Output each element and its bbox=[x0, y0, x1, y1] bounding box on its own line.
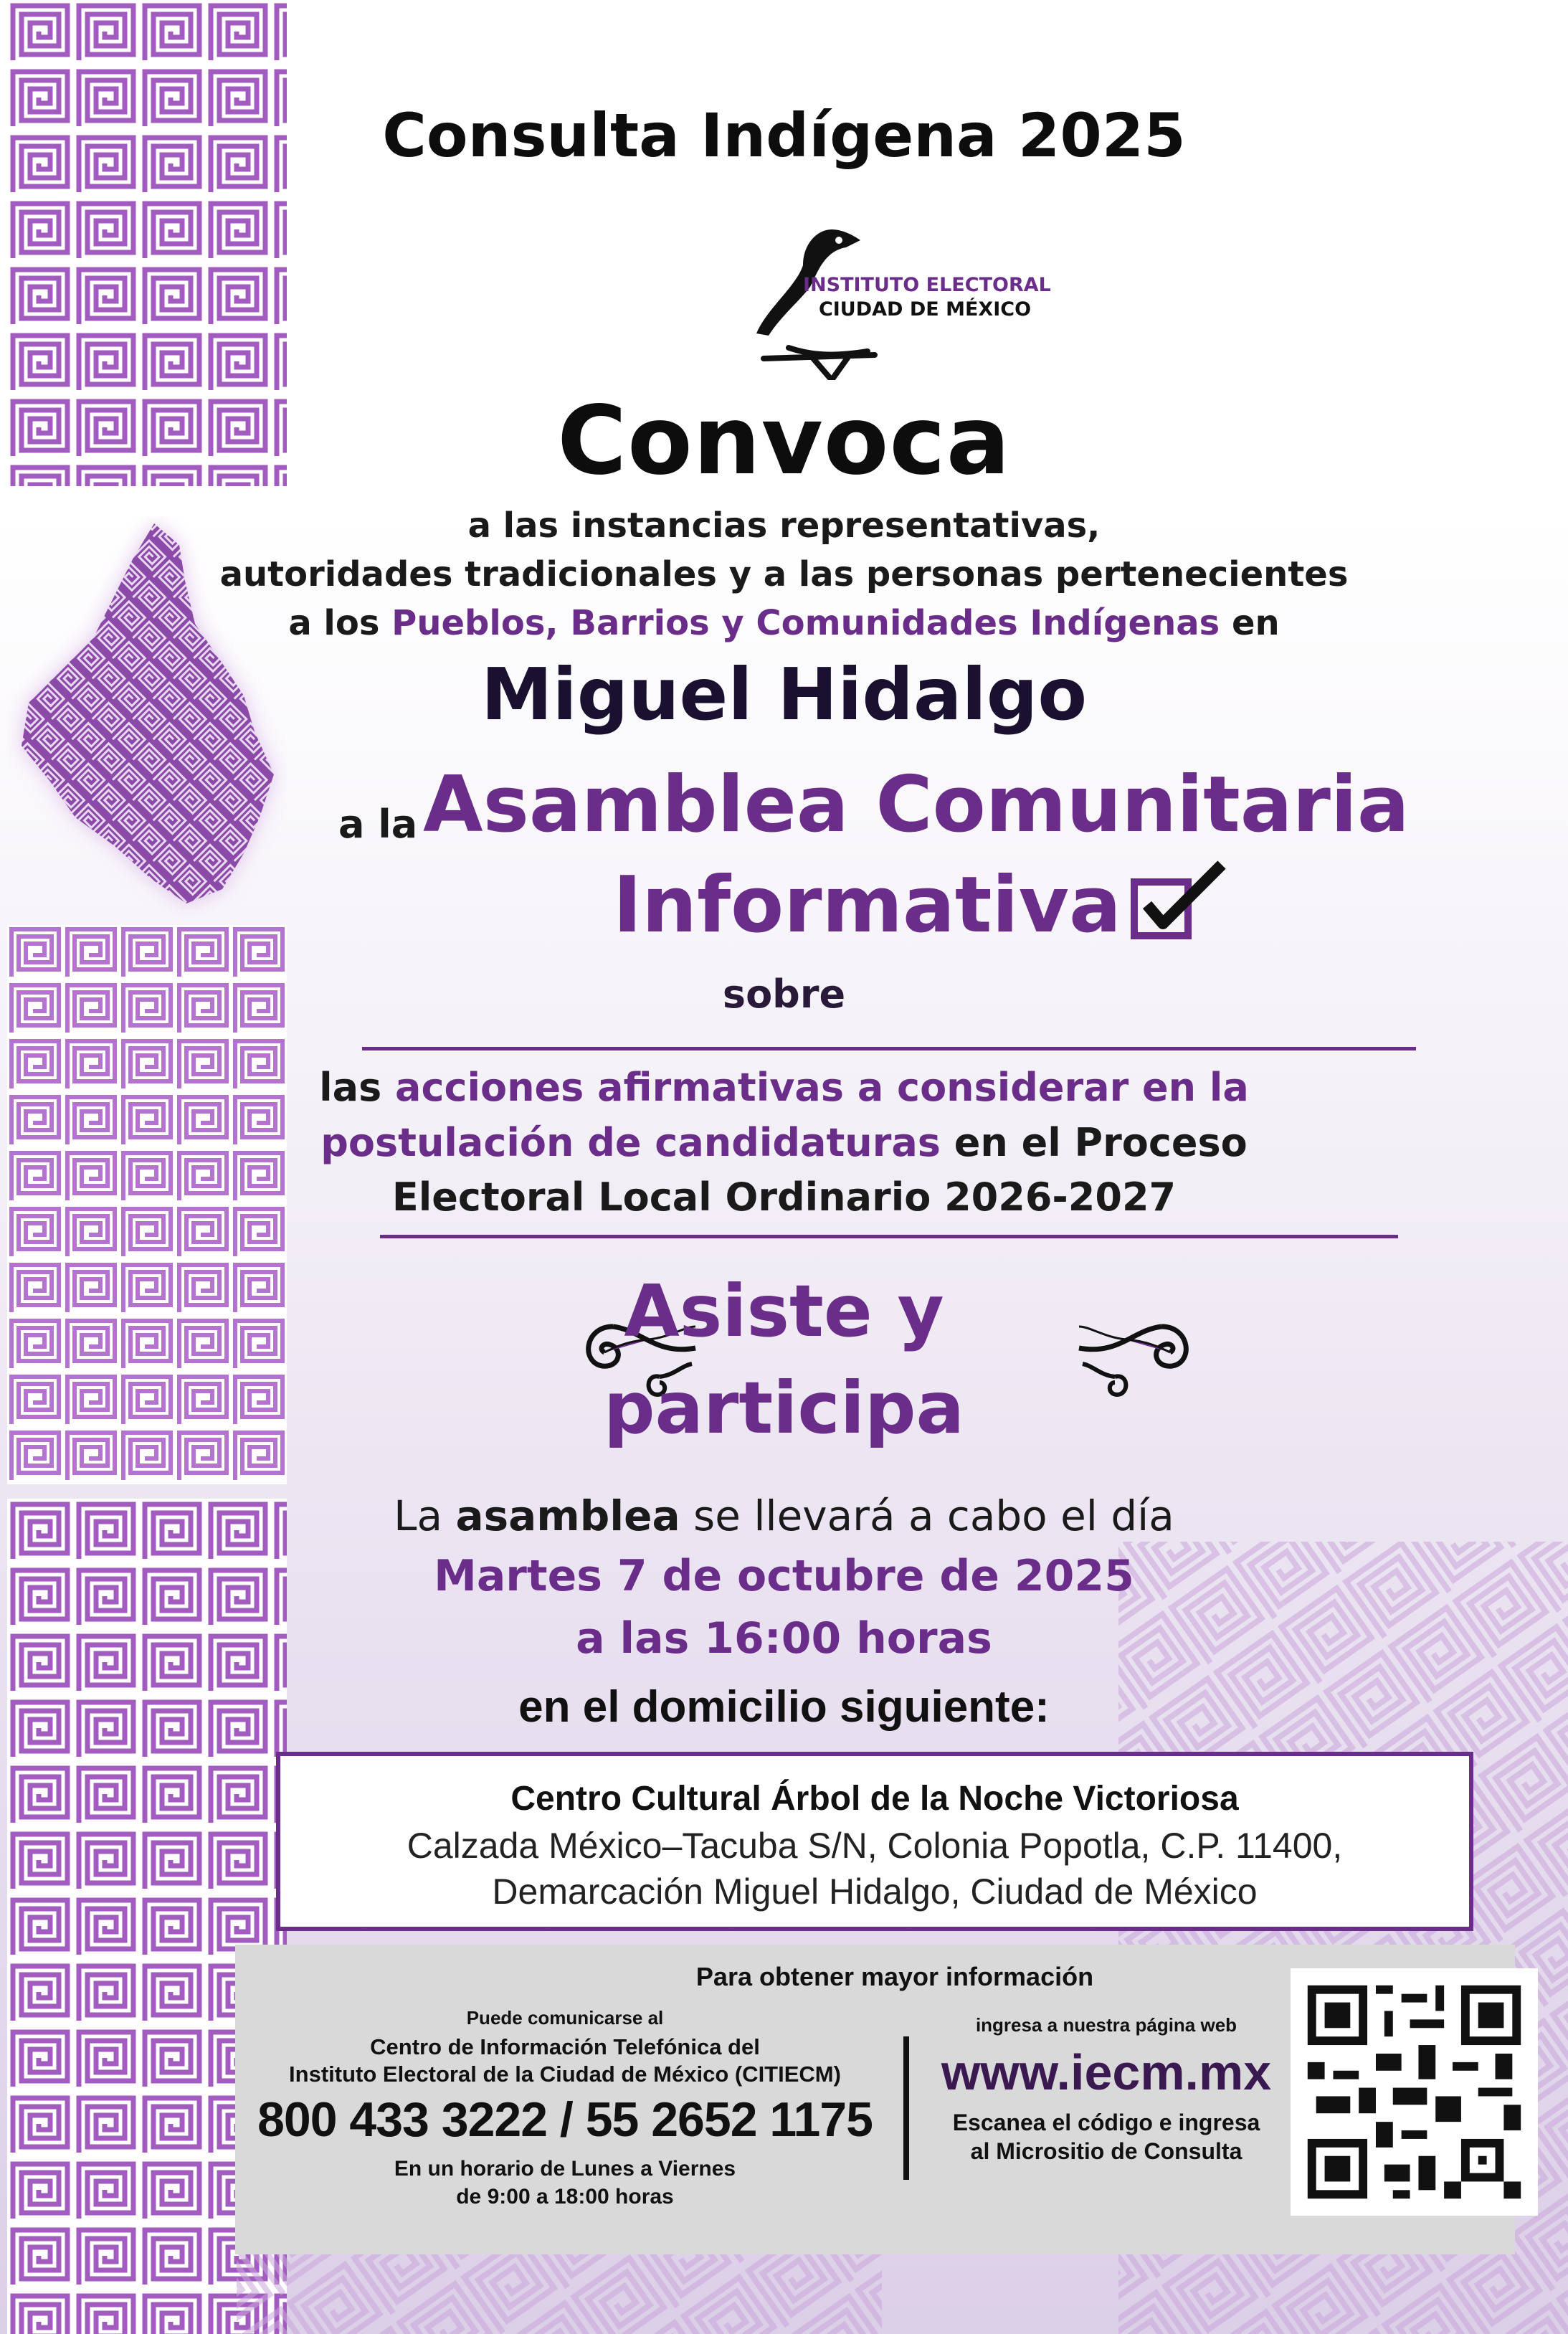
schedule-l1c: se llevará a cabo el día bbox=[693, 1491, 1174, 1540]
assembly-title-line2: Informativa bbox=[613, 860, 1121, 950]
topic-line3: Electoral Local Ordinario 2026-2027 bbox=[391, 1175, 1177, 1220]
topic-l2b: en el Proceso bbox=[954, 1120, 1248, 1165]
hours-line1: En un horario de Lunes a Viernes bbox=[394, 2157, 736, 2181]
schedule-l1a: La bbox=[394, 1491, 443, 1540]
intro-line3-prefix: a los bbox=[288, 603, 380, 643]
address-box bbox=[276, 1752, 1473, 1931]
scan-line2: al Micrositio de Consulta bbox=[970, 2138, 1242, 2164]
schedule-l1b: asamblea bbox=[455, 1491, 680, 1540]
assembly-title-line1: Asamblea Comunitaria bbox=[423, 760, 1410, 850]
address-label: en el domicilio siguiente: bbox=[518, 1682, 1050, 1732]
topic-l1a: las bbox=[319, 1065, 382, 1110]
topic-line2 bbox=[0, 1120, 1568, 1165]
qr-code-icon bbox=[1291, 1968, 1538, 2216]
cta-line1: Asiste y bbox=[624, 1269, 944, 1353]
hours-line2: de 9:00 a 18:00 horas bbox=[456, 2185, 674, 2209]
qr-code[interactable] bbox=[1291, 1968, 1538, 2216]
sobre-label: sobre bbox=[722, 972, 846, 1017]
address-line2: Demarcación Miguel Hidalgo, Ciudad de México bbox=[492, 1872, 1258, 1912]
checkbox-checked-icon bbox=[1127, 860, 1227, 947]
logo-line2: CIUDAD DE MÉXICO bbox=[818, 298, 1032, 321]
assembly-prefix: a la bbox=[338, 802, 418, 847]
divider-bottom bbox=[380, 1235, 1398, 1238]
divider-top bbox=[362, 1047, 1416, 1050]
intro-highlight: Pueblos, Barrios y Comunidades Indígenas bbox=[391, 603, 1220, 643]
address-line1: Calzada México–Tacuba S/N, Colonia Popotla, C.P. 11400, bbox=[407, 1826, 1343, 1866]
swirl-right-icon bbox=[1075, 1305, 1204, 1405]
center-line2: Instituto Electoral de la Ciudad de México (CITIECM) bbox=[289, 2062, 841, 2087]
venue-name: Centro Cultural Árbol de la Noche Victoriosa bbox=[510, 1780, 1239, 1818]
cta-line2: participa bbox=[603, 1366, 965, 1450]
phone-numbers[interactable]: 800 433 3222 / 55 2652 1175 bbox=[257, 2092, 873, 2147]
convoca-heading: Convoca bbox=[557, 386, 1011, 496]
center-line1: Centro de Información Telefónica del bbox=[370, 2034, 760, 2059]
topic-line1 bbox=[0, 1065, 1568, 1110]
intro-line2: autoridades tradicionales y a las personas pertenecientes bbox=[219, 554, 1349, 594]
topic-l2a: postulación de candidaturas bbox=[320, 1120, 941, 1165]
page-title: Consulta Indígena 2025 bbox=[382, 100, 1186, 171]
info-heading: Para obtener mayor información bbox=[695, 1962, 1094, 1991]
scan-line1: Escanea el código e ingresa bbox=[952, 2110, 1260, 2135]
event-date: Martes 7 de octubre de 2025 bbox=[434, 1551, 1134, 1601]
schedule-line1 bbox=[0, 1491, 1568, 1540]
website-link[interactable]: www.iecm.mx bbox=[941, 2044, 1272, 2100]
intro-line1: a las instancias representativas, bbox=[467, 506, 1101, 546]
contact-intro: Puede comunicarse al bbox=[466, 2007, 664, 2029]
location-name: Miguel Hidalgo bbox=[480, 653, 1088, 736]
intro-line3 bbox=[0, 603, 1568, 643]
iecm-logo bbox=[724, 208, 1054, 380]
web-intro: ingresa a nuestra página web bbox=[975, 2014, 1237, 2036]
logo-line1: INSTITUTO ELECTORAL bbox=[803, 274, 1051, 296]
intro-line3-suffix: en bbox=[1231, 603, 1280, 643]
info-divider bbox=[903, 2036, 909, 2180]
event-time: a las 16:00 horas bbox=[576, 1613, 992, 1664]
topic-l1b: acciones afirmativas a considerar en la bbox=[395, 1065, 1249, 1110]
